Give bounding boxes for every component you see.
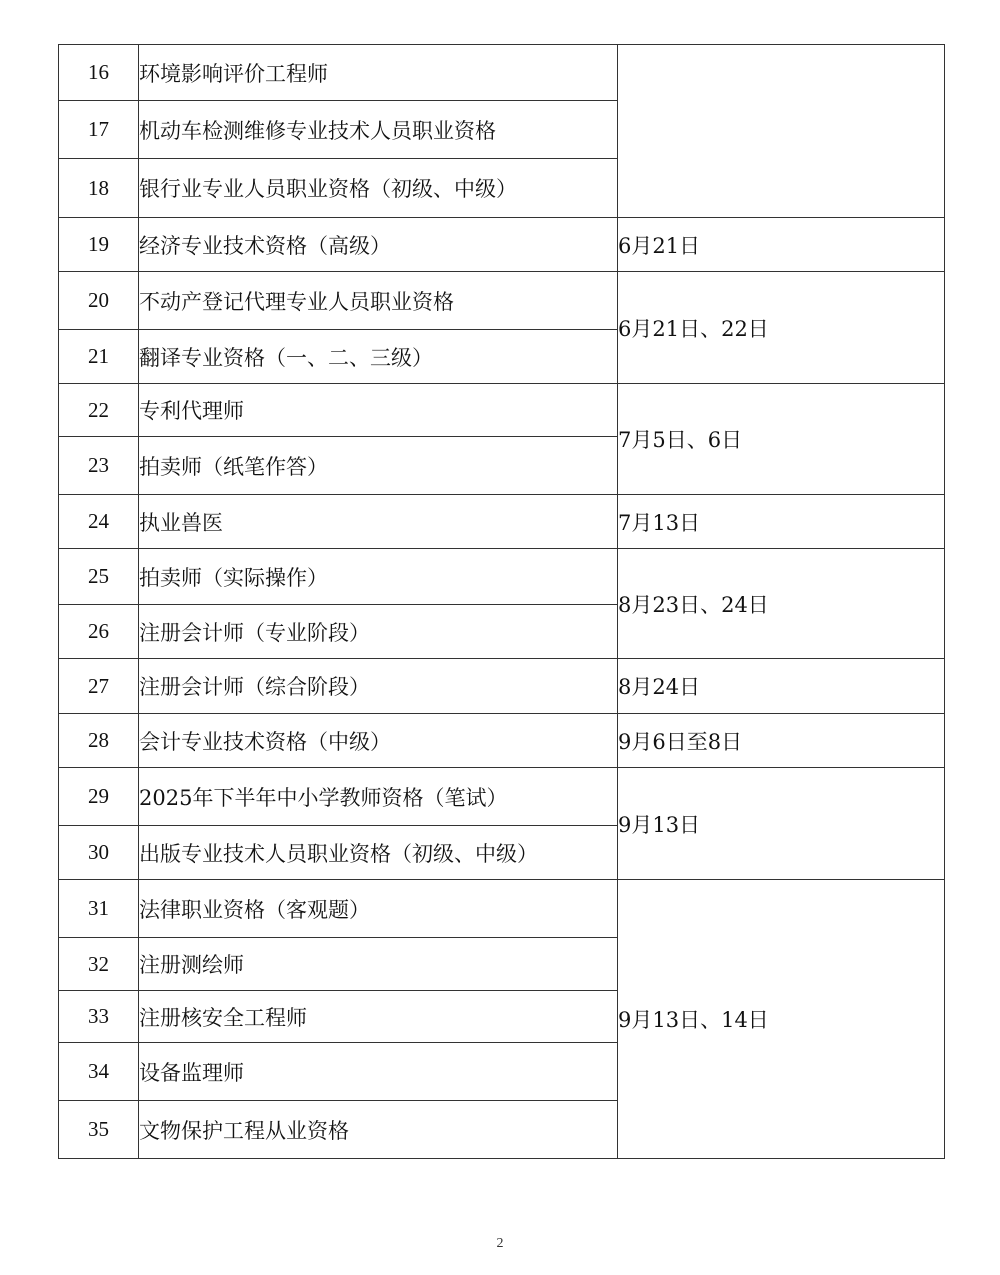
row-number: 30 <box>59 826 139 880</box>
exam-date: 7月13日 <box>618 495 945 549</box>
exam-date: 6月21日 <box>618 218 945 272</box>
table-row <box>59 495 945 549</box>
exam-date: 7月5日、6日 <box>618 384 945 495</box>
exam-name: 经济专业技术资格（高级） <box>139 218 618 272</box>
table-row <box>59 714 945 768</box>
page-number: 2 <box>496 1236 504 1251</box>
row-number: 28 <box>59 714 139 768</box>
exam-name: 环境影响评价工程师 <box>139 45 618 101</box>
row-number: 19 <box>59 218 139 272</box>
exam-date: 9月6日至8日 <box>618 714 945 768</box>
exam-name: 注册核安全工程师 <box>139 991 618 1043</box>
table-row <box>59 768 945 826</box>
exam-name: 2025年下半年中小学教师资格（笔试） <box>139 768 618 826</box>
exam-name: 拍卖师（实际操作） <box>139 549 618 605</box>
table-row <box>59 880 945 938</box>
exam-name: 拍卖师（纸笔作答） <box>139 437 618 495</box>
exam-name: 注册测绘师 <box>139 938 618 991</box>
exam-name: 注册会计师（综合阶段） <box>139 659 618 714</box>
table-row <box>59 659 945 714</box>
exam-name: 会计专业技术资格（中级） <box>139 714 618 768</box>
exam-name: 法律职业资格（客观题） <box>139 880 618 938</box>
exam-name: 翻译专业资格（一、二、三级） <box>139 330 618 384</box>
row-number: 20 <box>59 272 139 330</box>
table-row <box>59 45 945 101</box>
table-row <box>59 384 945 437</box>
row-number: 27 <box>59 659 139 714</box>
row-number: 33 <box>59 991 139 1043</box>
table-row <box>59 272 945 330</box>
exam-name: 银行业专业人员职业资格（初级、中级） <box>139 159 618 218</box>
row-number: 21 <box>59 330 139 384</box>
exam-date: 6月21日、22日 <box>618 272 945 384</box>
exam-date: 9月13日、14日 <box>618 880 945 1159</box>
row-number: 17 <box>59 101 139 159</box>
exam-name: 出版专业技术人员职业资格（初级、中级） <box>139 826 618 880</box>
row-number: 22 <box>59 384 139 437</box>
exam-date: 9月13日 <box>618 768 945 880</box>
row-number: 24 <box>59 495 139 549</box>
exam-date: 8月23日、24日 <box>618 549 945 659</box>
exam-name: 执业兽医 <box>139 495 618 549</box>
exam-name: 注册会计师（专业阶段） <box>139 605 618 659</box>
table-row <box>59 218 945 272</box>
row-number: 32 <box>59 938 139 991</box>
row-number: 18 <box>59 159 139 218</box>
row-number: 31 <box>59 880 139 938</box>
row-number: 29 <box>59 768 139 826</box>
exam-name: 不动产登记代理专业人员职业资格 <box>139 272 618 330</box>
exam-date: 8月24日 <box>618 659 945 714</box>
row-number: 23 <box>59 437 139 495</box>
row-number: 26 <box>59 605 139 659</box>
exam-name: 专利代理师 <box>139 384 618 437</box>
row-number: 34 <box>59 1043 139 1101</box>
table-row <box>59 549 945 605</box>
exam-name: 机动车检测维修专业技术人员职业资格 <box>139 101 618 159</box>
exam-name: 设备监理师 <box>139 1043 618 1101</box>
row-number: 25 <box>59 549 139 605</box>
row-number: 35 <box>59 1101 139 1159</box>
exam-schedule-table <box>58 44 945 1159</box>
exam-date <box>618 45 945 218</box>
row-number: 16 <box>59 45 139 101</box>
exam-name: 文物保护工程从业资格 <box>139 1101 618 1159</box>
